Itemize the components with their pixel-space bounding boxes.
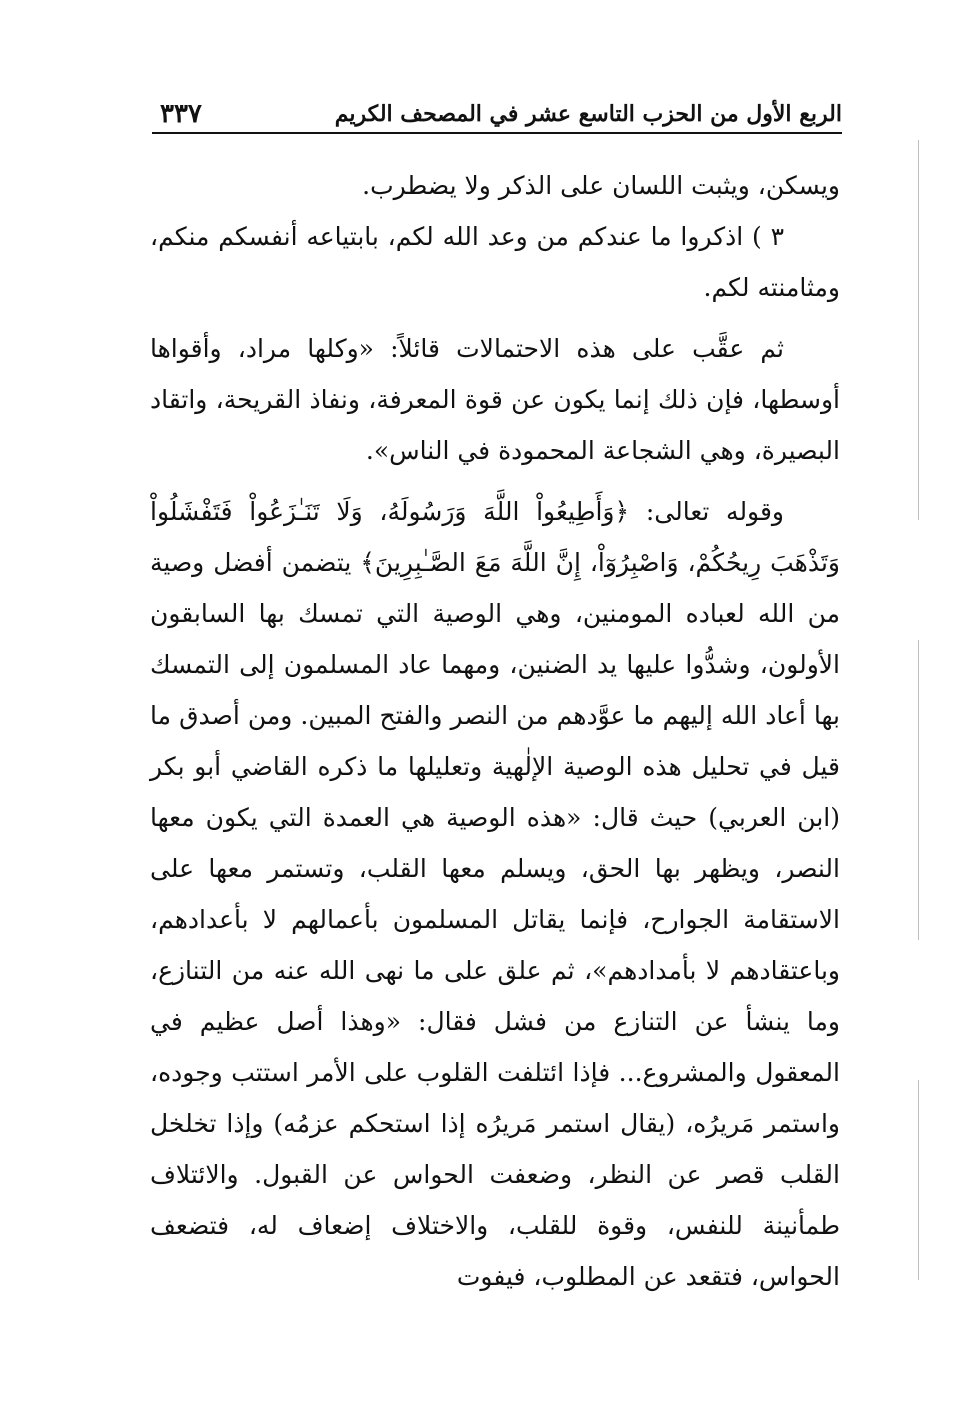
paragraph-continuation: ويسكن، ويثبت اللسان على الذكر ولا يضطرب. — [362, 171, 840, 200]
paragraph-commentary: ثم عقَّب على هذه الاحتمالات قائلاً: «وكلها مراد، وأقواها أوسطها، فإن ذلك إنما يكون عن قوة المعرفة، ونفاذ القريحة، واتقاد البصيرة، وهي الشجاعة المحمودة في الناس». — [150, 334, 840, 465]
scan-margin-line — [918, 140, 919, 520]
scan-margin-line — [918, 1080, 919, 1280]
page-body — [150, 160, 840, 1302]
header-title: الربع الأول من الحزب التاسع عشر في المصحف الكريم — [334, 101, 842, 127]
paragraph-quran-verse: وقوله تعالى: ﴿وَأَطِيعُواْ اللَّهَ وَرَسُولَهُ، وَلَا تَنَـٰزَعُواْ فَتَفْشَلُواْ وَتَذْهَبَ رِيحُكُمْ، وَاصْبِرُوٓاْ، إِنَّ اللَّهَ مَعَ الصَّـٰبِرِينَ﴾ يتضمن أفضل وصية من الله لعباده المومنين، وهي الوصية التي تمسك بها السابقون الأولون، وشدُّوا عليها يد الضنين، ومهما عاد المسلمون إلى التمسك بها أعاد الله إليهم ما عوَّدهم من النصر والفتح المبين. ومن أصدق ما قيل في تحليل هذه الوصية الإلٰهية وتعليلها ما ذكره القاضي أبو بكر (ابن العربي) حيث قال: «هذه الوصية هي العمدة التي يكون معها النصر، ويظهر بها الحق، ويسلم معها القلب، وتستمر معها على الاستقامة الجوارح، فإنما يقاتل المسلمون بأعمالهم لا بأعدادهم، وباعتقادهم لا بأمدادهم»، ثم علق على ما نهى الله عنه من التنازع، وما ينشأ عن التنازع من فشل فقال: «وهذا أصل عظيم في المعقول والمشروع... فإذا ائتلفت القلوب على الأمر استتب وجوده، واستمر مَريرُه، (يقال استمر مَريرُه إذا استحكم عزمُه) وإذا تخلخل القلب قصر عن النظر، وضعفت الحواس عن القبول. والائتلاف طمأنينة للنفس، وقوة للقلب، والاختلاف إضعاف له، فتضعف الحواس، فتقعد عن المطلوب، فيفوت — [150, 497, 840, 1291]
paragraph-point-3: ٣ ) اذكروا ما عندكم من وعد الله لكم، بابتياعه أنفسكم منكم، ومثامنته لكم. — [150, 222, 840, 302]
page-number: ٣٣٧ — [160, 99, 202, 129]
running-header — [152, 92, 842, 134]
scan-margin-line — [918, 640, 919, 940]
